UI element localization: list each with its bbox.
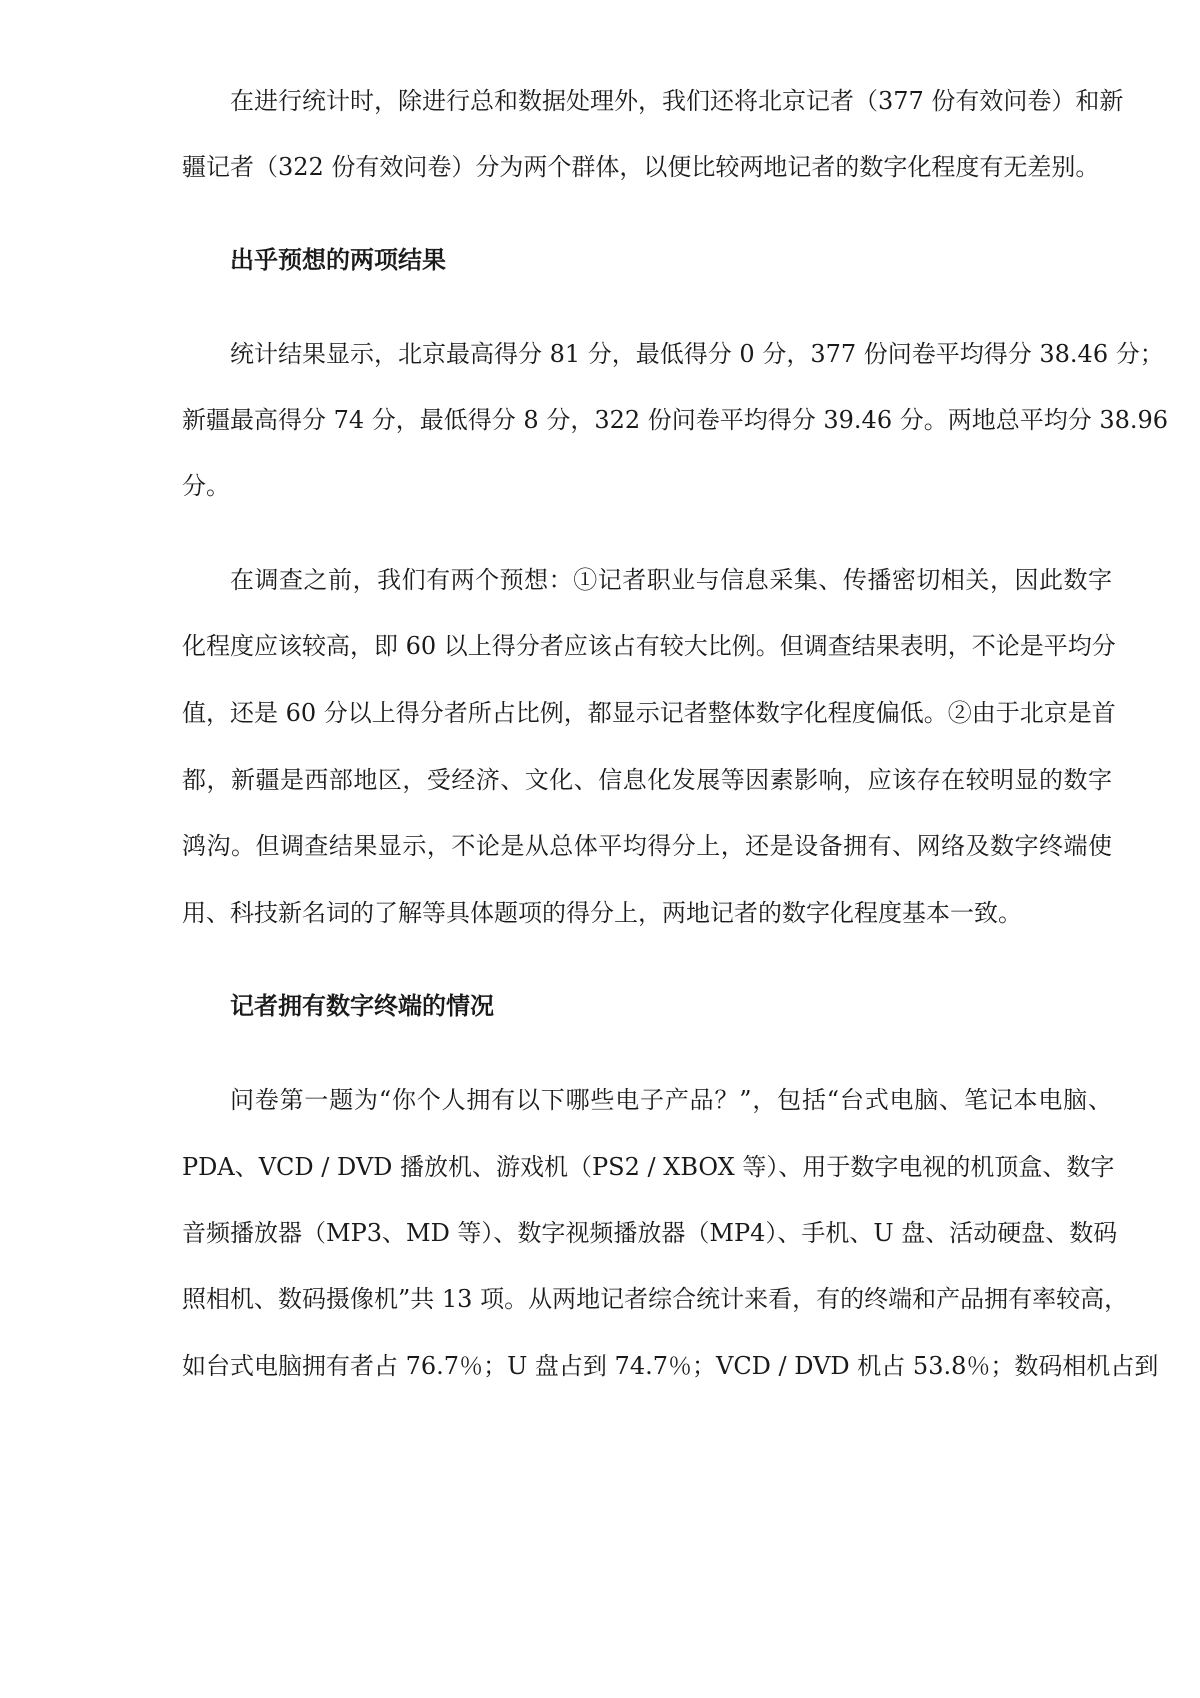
paragraph-line: 化程度应该较高，即 60 以上得分者应该占有较大比例。但调查结果表明，不论是平均分 <box>182 632 1116 660</box>
paragraph-line: 新疆最高得分 74 分，最低得分 8 分，322 份问卷平均得分 39.46 分。两地总平均分 38.96 <box>182 406 1169 434</box>
paragraph-line: 分。 <box>182 472 230 500</box>
section-heading: 出乎预想的两项结果 <box>230 245 446 274</box>
paragraph-line: 用、科技新名词的了解等具体题项的得分上，两地记者的数字化程度基本一致。 <box>182 899 1022 927</box>
paragraph-line: 音频播放器（MP3、MD 等）、数字视频播放器（MP4）、手机、U 盘、活动硬盘、数码 <box>182 1219 1118 1247</box>
paragraph-line: 值，还是 60 分以上得分者所占比例，都显示记者整体数字化程度偏低。②由于北京是首 <box>182 699 1116 727</box>
paragraph-line: 鸿沟。但调查结果显示，不论是从总体平均得分上，还是设备拥有、网络及数字终端使 <box>182 832 1112 860</box>
paragraph-line: 照相机、数码摄像机”共 13 项。从两地记者综合统计来看，有的终端和产品拥有率较高， <box>182 1285 1129 1313</box>
paragraph-line: 统计结果显示，北京最高得分 81 分，最低得分 0 分，377 份问卷平均得分 38.46 分； <box>230 340 1164 368</box>
paragraph-line: 在调查之前，我们有两个预想：①记者职业与信息采集、传播密切相关，因此数字 <box>230 566 1112 594</box>
paragraph-line: PDA、VCD / DVD 播放机、游戏机（PS2 / XBOX 等）、用于数字电视的机顶盒、数字 <box>182 1153 1115 1181</box>
paragraph-line: 疆记者（322 份有效问卷）分为两个群体，以便比较两地记者的数字化程度有无差别。 <box>182 153 1100 181</box>
paragraph-line: 在进行统计时，除进行总和数据处理外，我们还将北京记者（377 份有效问卷）和新 <box>230 87 1124 115</box>
section-heading: 记者拥有数字终端的情况 <box>230 991 494 1020</box>
paragraph-line: 如台式电脑拥有者占 76.7％；U 盘占到 74.7％；VCD / DVD 机占 53.8％；数码相机占到 <box>182 1352 1159 1380</box>
paragraph-line: 都，新疆是西部地区，受经济、文化、信息化发展等因素影响，应该存在较明显的数字 <box>182 766 1112 794</box>
paragraph-line: 问卷第一题为“你个人拥有以下哪些电子产品？”，包括“台式电脑、笔记本电脑、 <box>230 1086 1112 1114</box>
